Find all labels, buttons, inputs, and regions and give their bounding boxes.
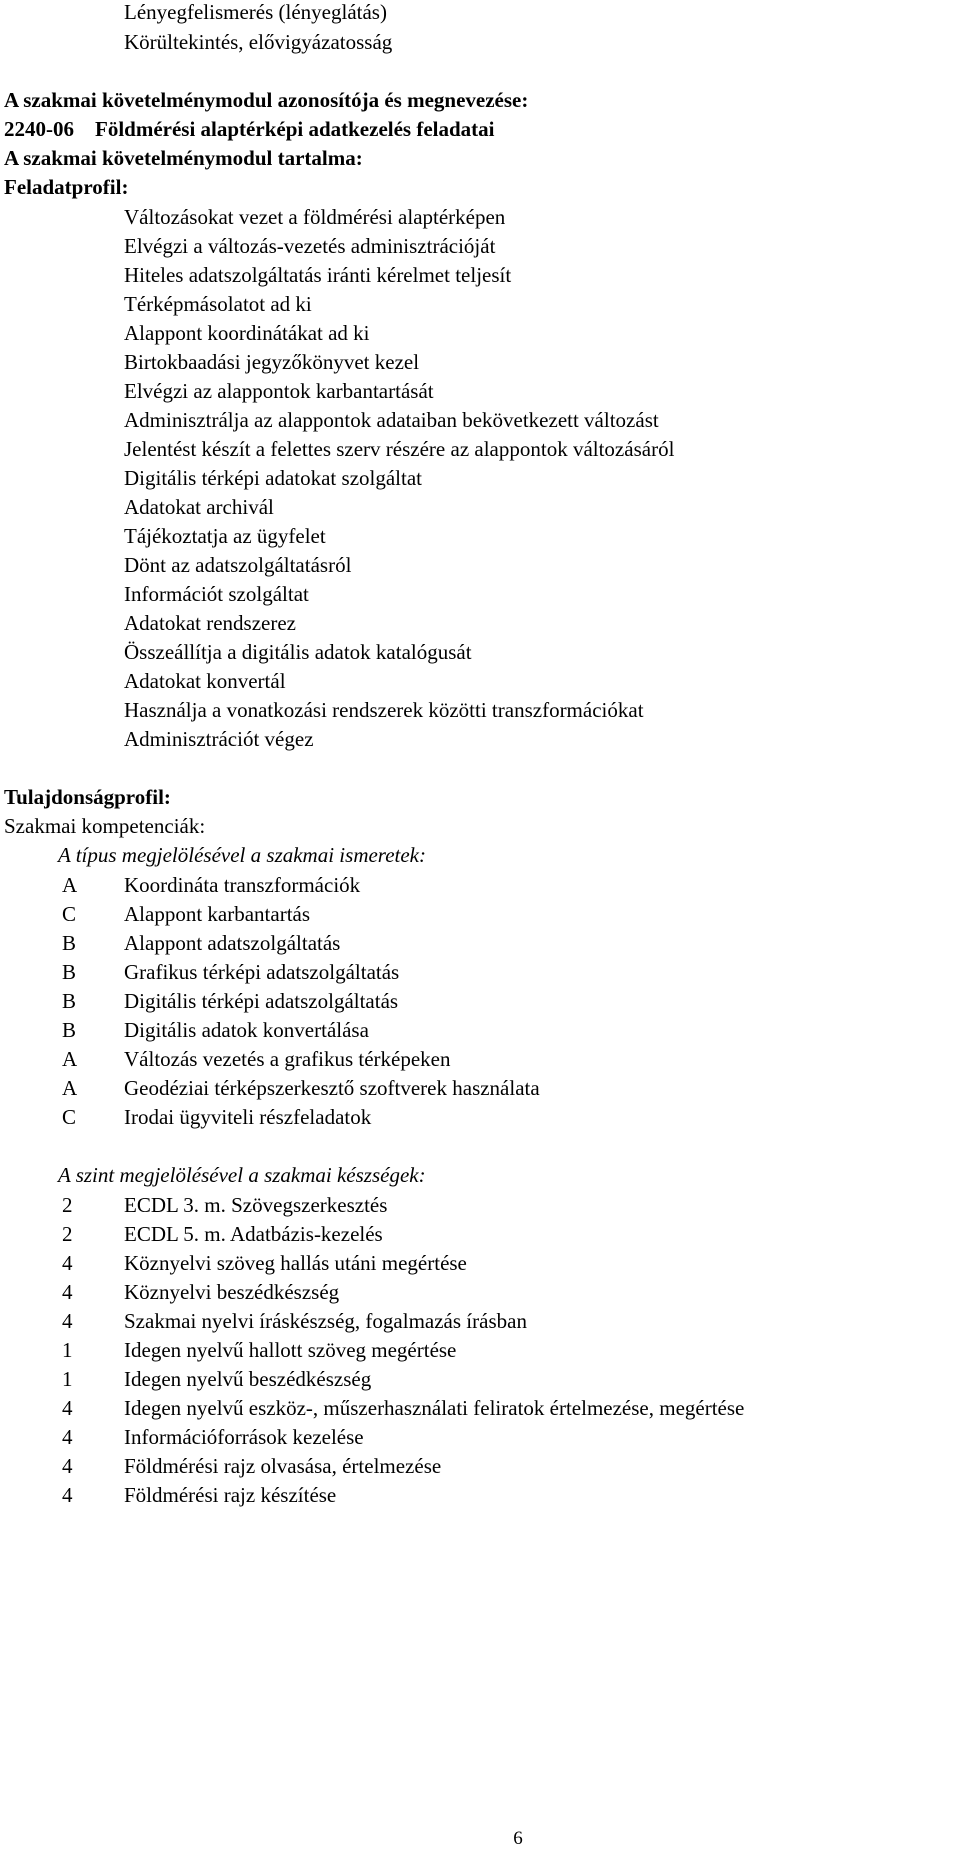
skill-text: Szakmai nyelvi íráskészség, fogalmazás írásban bbox=[124, 1309, 527, 1333]
task-item: Elvégzi az alappontok karbantartását bbox=[124, 379, 434, 403]
knowledge-type: B bbox=[62, 960, 77, 984]
knowledge-text: Alappont karbantartás bbox=[124, 902, 311, 926]
knowledge-text: Alappont adatszolgáltatás bbox=[124, 931, 341, 955]
knowledge-text: Változás vezetés a grafikus térképeken bbox=[124, 1047, 451, 1071]
knowledge-type: B bbox=[62, 989, 77, 1013]
skill-text: Földmérési rajz készítése bbox=[124, 1483, 337, 1507]
task-item: Térképmásolatot ad ki bbox=[124, 292, 312, 316]
skills-heading: A szint megjelölésével a szakmai készségek: bbox=[58, 1163, 426, 1187]
task-item: Összeállítja a digitális adatok katalógusát bbox=[124, 640, 472, 664]
knowledge-type: B bbox=[62, 931, 77, 955]
skill-text: Földmérési rajz olvasása, értelmezése bbox=[124, 1454, 442, 1478]
skill-text: Idegen nyelvű hallott szöveg megértése bbox=[124, 1338, 457, 1362]
page-number: 6 bbox=[513, 1828, 523, 1849]
knowledge-text: Koordináta transzformációk bbox=[124, 873, 361, 897]
knowledge-type: A bbox=[62, 1047, 78, 1071]
task-item: Adminisztrálja az alappontok adataiban bekövetkezett változást bbox=[124, 408, 659, 432]
skill-level: 4 bbox=[62, 1454, 73, 1478]
task-item: Dönt az adatszolgáltatásról bbox=[124, 553, 352, 577]
skill-text: ECDL 3. m. Szövegszerkesztés bbox=[124, 1193, 388, 1217]
task-item: Hiteles adatszolgáltatás iránti kérelmet teljesít bbox=[124, 263, 512, 287]
skill-text: Információforrások kezelése bbox=[124, 1425, 364, 1449]
task-item: Adminisztrációt végez bbox=[124, 727, 314, 751]
task-item: Adatokat konvertál bbox=[124, 669, 286, 693]
task-item: Használja a vonatkozási rendszerek közötti transzformációkat bbox=[124, 698, 644, 722]
knowledge-type: B bbox=[62, 1018, 77, 1042]
competencies-label: Szakmai kompetenciák: bbox=[4, 814, 206, 838]
skill-text: ECDL 5. m. Adatbázis-kezelés bbox=[124, 1222, 383, 1246]
module-content-heading: A szakmai követelménymodul tartalma: bbox=[4, 146, 363, 170]
skill-level: 4 bbox=[62, 1251, 73, 1275]
skill-text: Idegen nyelvű beszédkészség bbox=[124, 1367, 372, 1391]
knowledge-text: Grafikus térképi adatszolgáltatás bbox=[124, 960, 400, 984]
task-item: Tájékoztatja az ügyfelet bbox=[124, 524, 326, 548]
skill-level: 4 bbox=[62, 1396, 73, 1420]
skill-text: Idegen nyelvű eszköz-, műszerhasználati feliratok értelmezése, megértése bbox=[124, 1396, 745, 1420]
task-item: Adatokat rendszerez bbox=[124, 611, 296, 635]
knowledge-type: C bbox=[62, 902, 77, 926]
knowledge-text: Geodéziai térképszerkesztő szoftverek használata bbox=[124, 1076, 540, 1100]
property-profile-heading: Tulajdonságprofil: bbox=[4, 785, 171, 809]
skill-level: 1 bbox=[62, 1367, 73, 1391]
task-item: Birtokbaadási jegyzőkönyvet kezel bbox=[124, 350, 420, 374]
skill-level: 4 bbox=[62, 1425, 73, 1449]
task-item: Elvégzi a változás-vezetés adminisztrációját bbox=[124, 234, 496, 258]
task-item: Adatokat archivál bbox=[124, 495, 274, 519]
task-item: Digitális térképi adatokat szolgáltat bbox=[124, 466, 422, 490]
module-id-name: 2240-06 Földmérési alaptérképi adatkezelés feladatai bbox=[4, 117, 495, 141]
skill-text: Köznyelvi szöveg hallás utáni megértése bbox=[124, 1251, 467, 1275]
skill-level: 1 bbox=[62, 1338, 73, 1362]
task-item: Jelentést készít a felettes szerv részére az alappontok változásáról bbox=[124, 437, 675, 461]
skill-level: 2 bbox=[62, 1222, 73, 1246]
skill-text: Köznyelvi beszédkészség bbox=[124, 1280, 340, 1304]
skill-level: 4 bbox=[62, 1483, 73, 1507]
knowledge-text: Digitális adatok konvertálása bbox=[124, 1018, 369, 1042]
task-item: Változásokat vezet a földmérési alaptérképen bbox=[124, 205, 506, 229]
skill-level: 4 bbox=[62, 1280, 73, 1304]
knowledge-text: Irodai ügyviteli részfeladatok bbox=[124, 1105, 372, 1129]
knowledge-text: Digitális térképi adatszolgáltatás bbox=[124, 989, 399, 1013]
knowledge-type: A bbox=[62, 873, 78, 897]
task-item: Információt szolgáltat bbox=[124, 582, 309, 606]
top-line-1: Lényegfelismerés (lényeglátás) bbox=[124, 0, 387, 24]
knowledge-heading: A típus megjelölésével a szakmai ismeretek: bbox=[58, 843, 426, 867]
task-profile-heading: Feladatprofil: bbox=[4, 175, 129, 199]
skill-level: 2 bbox=[62, 1193, 73, 1217]
knowledge-type: A bbox=[62, 1076, 78, 1100]
knowledge-type: C bbox=[62, 1105, 77, 1129]
task-item: Alappont koordinátákat ad ki bbox=[124, 321, 370, 345]
top-line-2: Körültekintés, elővigyázatosság bbox=[124, 30, 393, 54]
module-heading: A szakmai követelménymodul azonosítója és megnevezése: bbox=[4, 88, 529, 112]
skill-level: 4 bbox=[62, 1309, 73, 1333]
